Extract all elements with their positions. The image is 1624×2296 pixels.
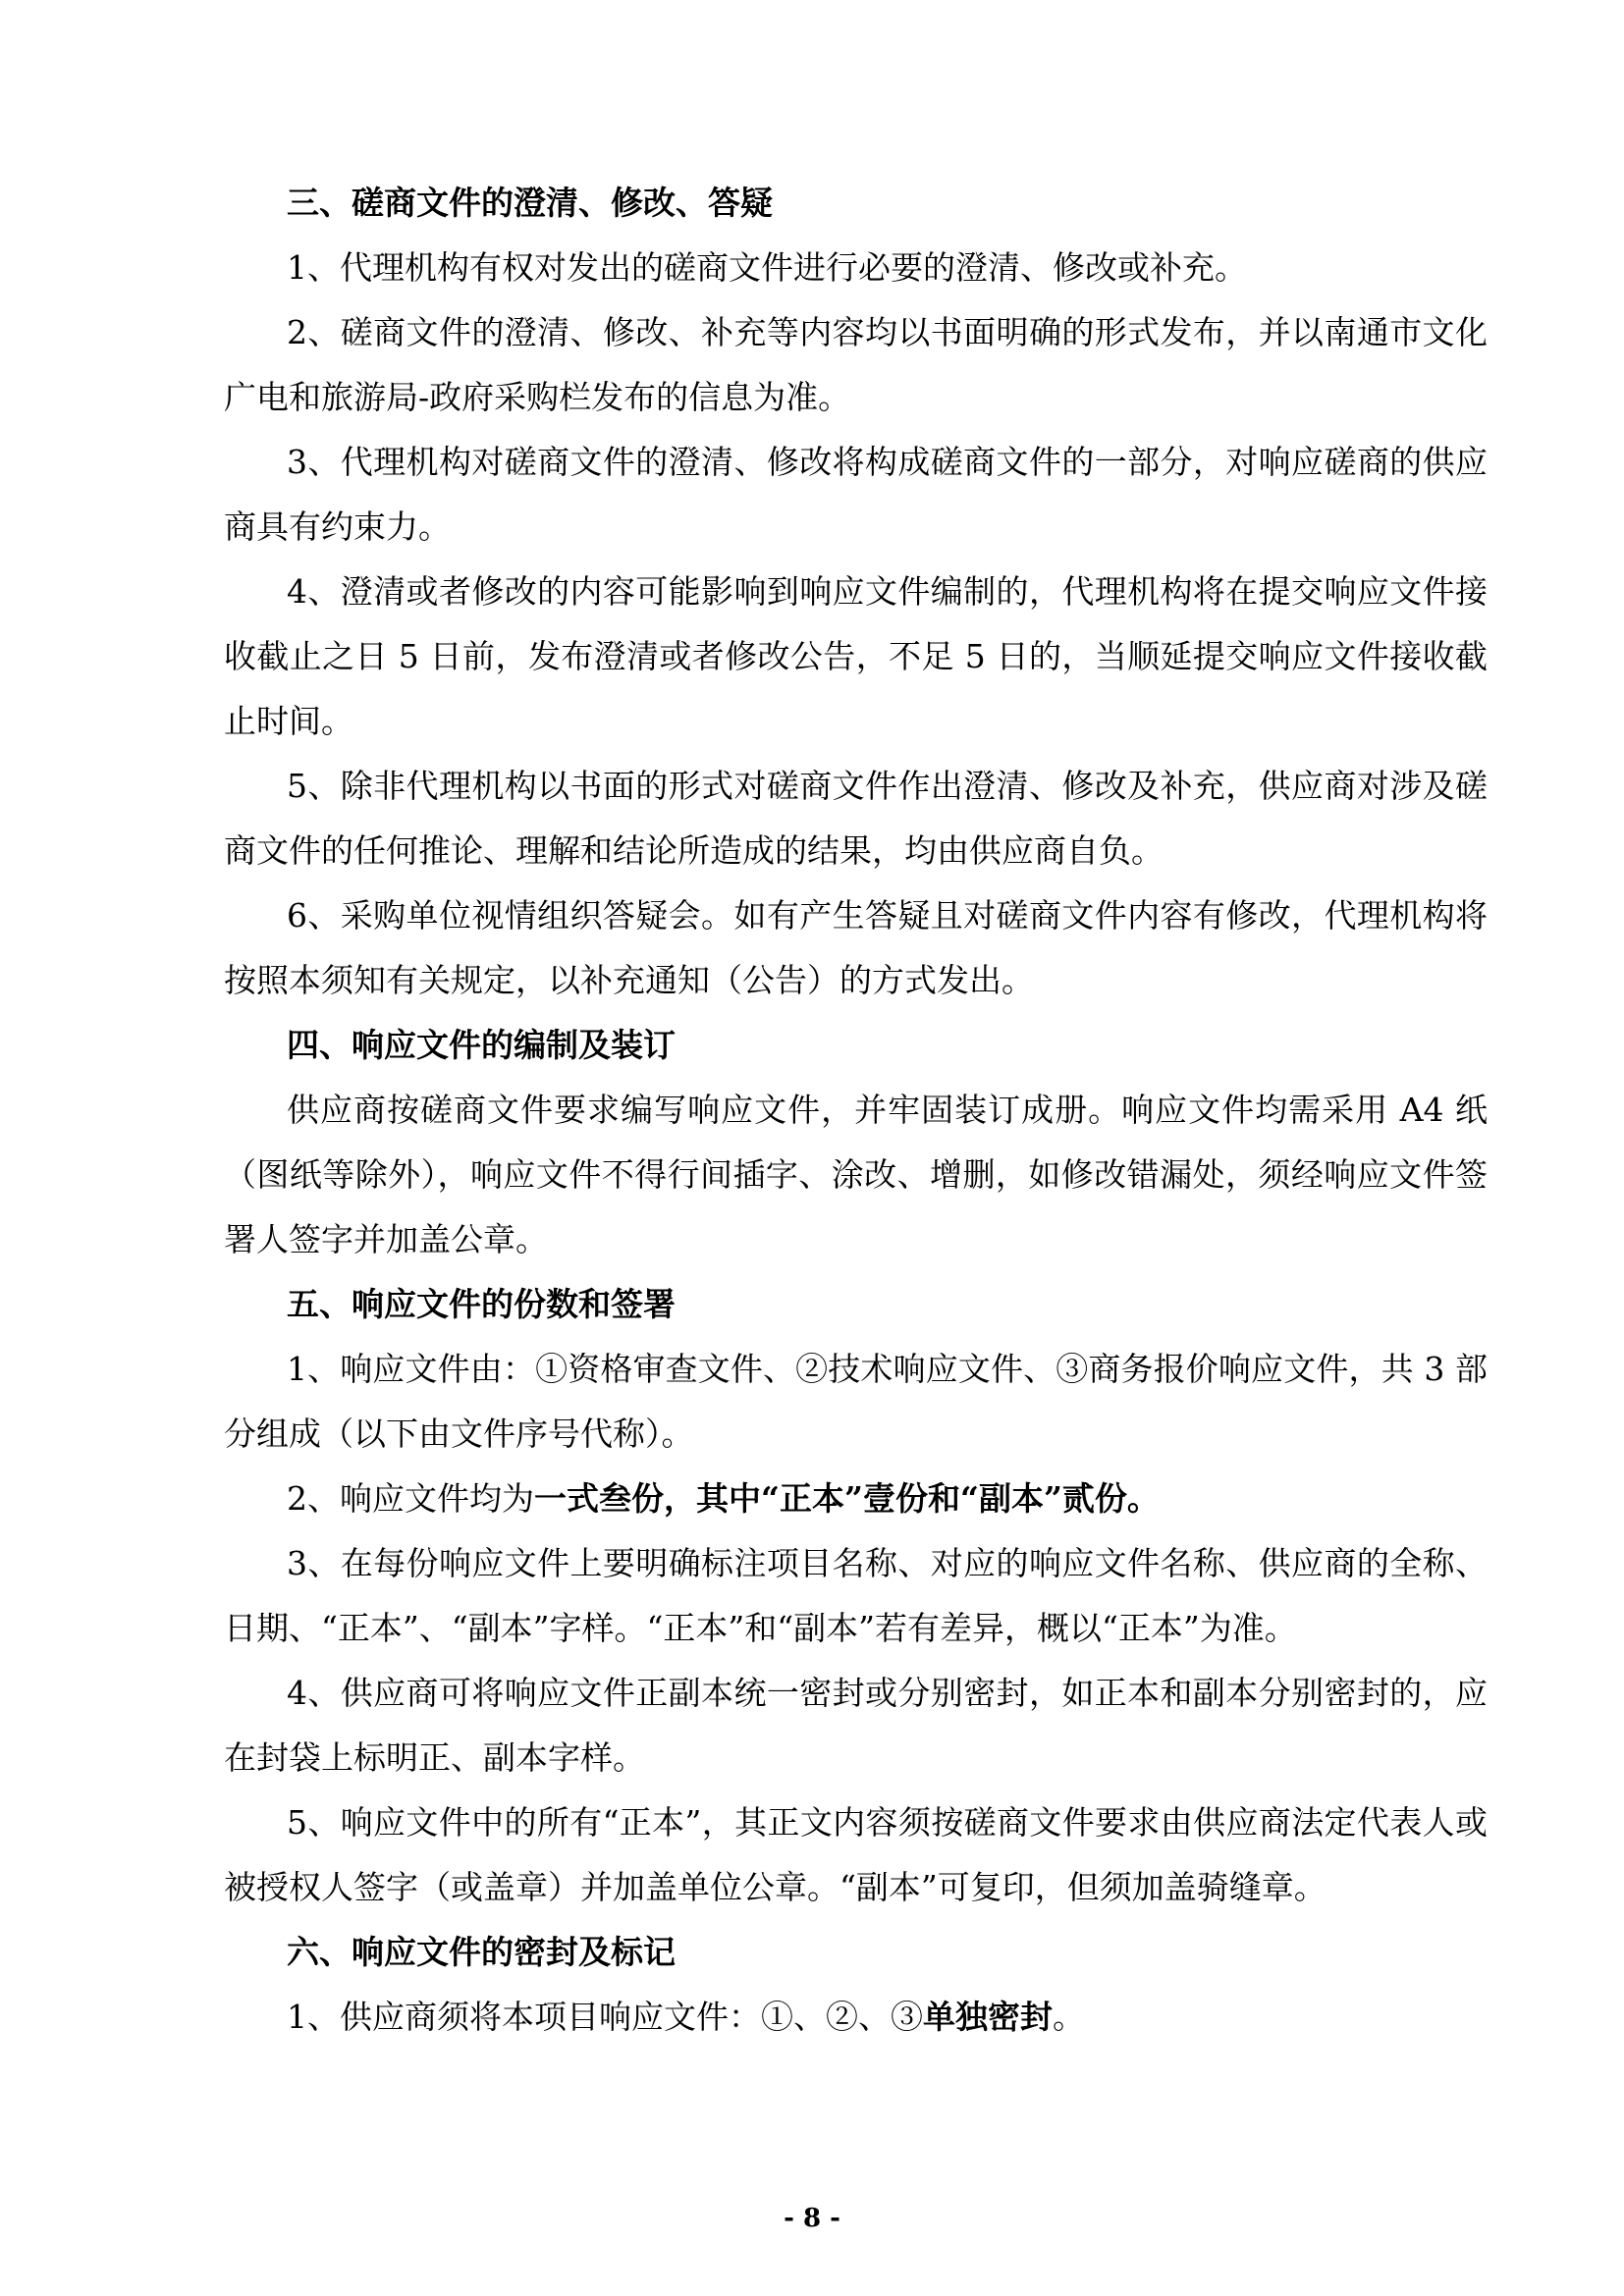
paragraph-6-1 — [224, 1985, 1488, 2050]
paragraph-5-2 — [224, 1467, 1488, 1531]
paragraph-3-1: 1、代理机构有权对发出的磋商文件进行必要的澄清、修改或补充。 — [287, 248, 1247, 287]
paragraph-3-5: 5、除非代理机构以书面的形式对磋商文件作出澄清、修改及补充，供应商对涉及磋商文件的任何推论、理解和结论所造成的结果，均由供应商自负。 — [224, 767, 1488, 870]
paragraph-4-1: 供应商按磋商文件要求编写响应文件，并牢固装订成册。响应文件均需采用 A4 纸（图纸等除外），响应文件不得行间插字、涂改、增删，如修改错漏处，须经响应文件签署人签字并加盖公章。 — [224, 1091, 1488, 1258]
paragraph-3-4: 4、澄清或者修改的内容可能影响到响应文件编制的，代理机构将在提交响应文件接收截止之日 5 日前，发布澄清或者修改公告，不足 5 日的，当顺延提交响应文件接收截止时间。 — [224, 572, 1488, 740]
page-body — [224, 171, 1488, 2050]
paragraph-5-3: 3、在每份响应文件上要明确标注项目名称、对应的响应文件名称、供应商的全称、日期、“正本”、“副本”字样。“正本”和“副本”若有差异，概以“正本”为准。 — [224, 1544, 1488, 1647]
paragraph-5-5: 5、响应文件中的所有“正本”，其正文内容须按磋商文件要求由供应商法定代表人或被授权人签字（或盖章）并加盖单位公章。“副本”可复印，但须加盖骑缝章。 — [224, 1803, 1488, 1906]
paragraph-6-1-end: 。 — [1053, 1998, 1085, 2036]
paragraph-5-4: 4、供应商可将响应文件正副本统一密封或分别密封，如正本和副本分别密封的，应在封袋上标明正、副本字样。 — [224, 1674, 1488, 1777]
paragraph-5-2-emphasis: 一式叁份，其中“正本”壹份和“副本”贰份。 — [534, 1479, 1160, 1518]
section-heading-preparation: 四、响应文件的编制及装订 — [287, 1026, 676, 1064]
paragraph-5-2-text: 2、响应文件均为 — [287, 1479, 534, 1518]
paragraph-6-1-emphasis: 单独密封 — [923, 1998, 1053, 2036]
paragraph-3-3: 3、代理机构对磋商文件的澄清、修改将构成磋商文件的一部分，对响应磋商的供应商具有约束力。 — [224, 443, 1488, 546]
paragraph-5-1: 1、响应文件由：①资格审查文件、②技术响应文件、③商务报价响应文件，共 3 部分组成（以下由文件序号代称）。 — [224, 1350, 1488, 1453]
section-heading-sealing-marking: 六、响应文件的密封及标记 — [287, 1933, 676, 1971]
paragraph-6-1-text: 1、供应商须将本项目响应文件：①、②、③ — [287, 1998, 923, 2036]
section-heading-copies-signing: 五、响应文件的份数和签署 — [287, 1285, 676, 1323]
page-number: - 8 - — [784, 2204, 840, 2233]
paragraph-3-2: 2、磋商文件的澄清、修改、补充等内容均以书面明确的形式发布，并以南通市文化广电和旅游局-政府采购栏发布的信息为准。 — [224, 313, 1488, 416]
section-heading-clarification: 三、磋商文件的澄清、修改、答疑 — [287, 184, 773, 222]
paragraph-3-6: 6、采购单位视情组织答疑会。如有产生答疑且对磋商文件内容有修改，代理机构将按照本须知有关规定，以补充通知（公告）的方式发出。 — [224, 896, 1488, 999]
